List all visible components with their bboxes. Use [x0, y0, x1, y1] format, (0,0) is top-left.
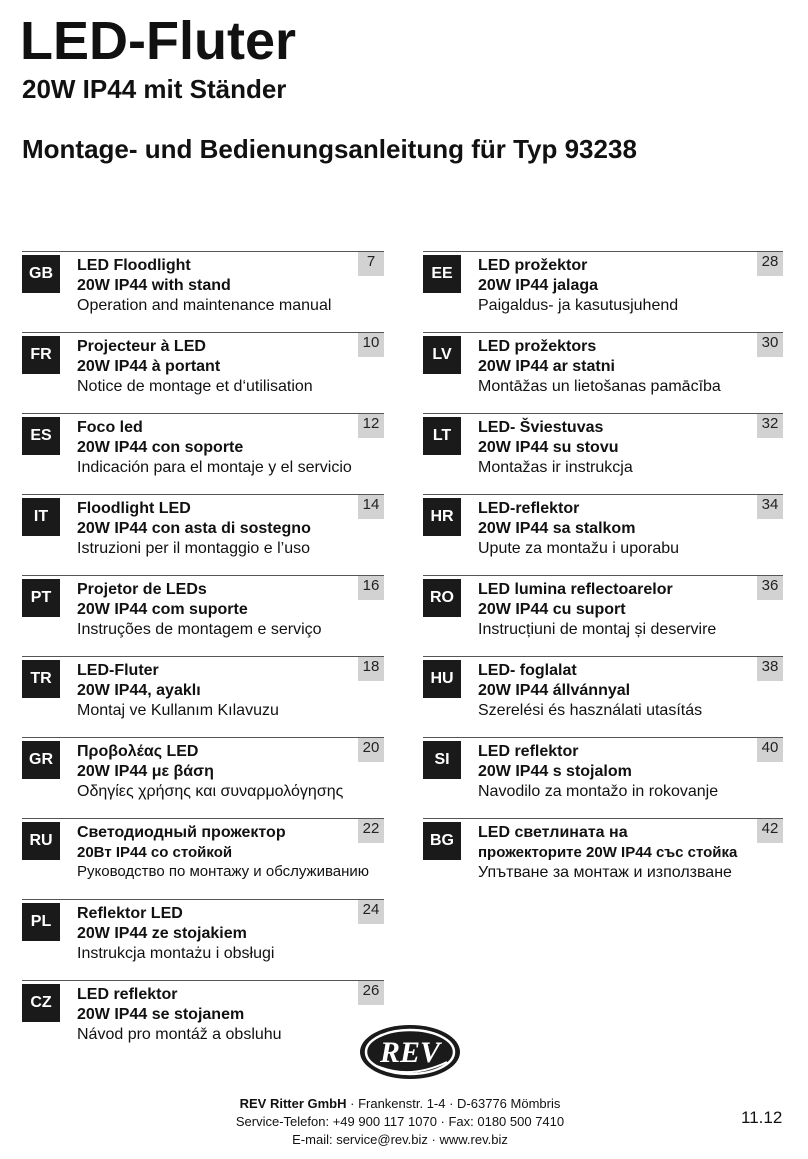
entry-subtitle: 20W IP44 jalaga — [478, 277, 599, 294]
entry-title: LED reflektor — [77, 986, 178, 1003]
language-code-badge: IT — [22, 498, 60, 536]
language-entry-es — [22, 413, 384, 478]
language-list-right — [423, 251, 783, 899]
entry-subtitle: 20W IP44 à portant — [77, 358, 221, 375]
entry-subtitle: 20W IP44 se stojanem — [77, 1006, 245, 1023]
entry-title: Светодиодный прожектор — [77, 824, 286, 841]
entry-title: LED- foglalat — [478, 662, 577, 679]
entry-title: LED светлината на — [478, 824, 628, 841]
page-number: 30 — [757, 333, 783, 357]
entry-description: Упътване за монтаж и използване — [478, 864, 732, 881]
page-number: 7 — [358, 252, 384, 276]
footer-contact — [200, 1095, 600, 1149]
page-number: 42 — [757, 819, 783, 843]
page-number: 38 — [757, 657, 783, 681]
language-code-badge: BG — [423, 822, 461, 860]
page-number: 28 — [757, 252, 783, 276]
entry-description: Montažas ir instrukcja — [478, 459, 633, 476]
entry-description: Navodilo za montažo in rokovanje — [478, 783, 719, 800]
language-entry-it — [22, 494, 384, 559]
language-entry-si — [423, 737, 783, 802]
entry-subtitle: прожекторите 20W IP44 със стойка — [478, 844, 738, 861]
language-code-badge: TR — [22, 660, 60, 698]
language-code-badge: GB — [22, 255, 60, 293]
language-entry-lt — [423, 413, 783, 478]
entry-subtitle: 20W IP44 with stand — [77, 277, 231, 294]
language-entry-bg — [423, 818, 783, 883]
footer-address-line — [200, 1095, 600, 1113]
entry-description: Szerelési és használati utasítás — [478, 702, 703, 719]
product-subtitle: 20W IP44 mit Ständer — [22, 74, 287, 104]
language-entry-fr — [22, 332, 384, 397]
entry-title: LED prožektor — [478, 257, 588, 274]
page-number: 26 — [358, 981, 384, 1005]
entry-title: Floodlight LED — [77, 500, 191, 517]
entry-subtitle: 20W IP44 ar statni — [478, 358, 615, 375]
entry-description: Instrukcja montażu i obsługi — [77, 945, 275, 962]
language-code-badge: PL — [22, 903, 60, 941]
entry-subtitle: 20W IP44 cu suport — [478, 601, 626, 618]
entry-title: LED-Fluter — [77, 662, 159, 679]
entry-title: LED-reflektor — [478, 500, 580, 517]
language-entry-cz — [22, 980, 384, 1045]
entry-subtitle: 20Вт IP44 со стойкой — [77, 844, 233, 861]
entry-description: Indicación para el montaje y el servicio — [77, 459, 352, 476]
entry-subtitle: 20W IP44 su stovu — [478, 439, 619, 456]
language-code-badge: RU — [22, 822, 60, 860]
entry-description: Paigaldus- ja kasutusjuhend — [478, 297, 679, 314]
page-number: 18 — [358, 657, 384, 681]
entry-description: Notice de montage et d‘utilisation — [77, 378, 313, 395]
svg-text:REV: REV — [379, 1036, 441, 1069]
entry-description: Instruções de montagem e serviço — [77, 621, 322, 638]
language-code-badge: ES — [22, 417, 60, 455]
language-list-left — [22, 251, 384, 1061]
entry-description: Руководство по монтажу и обслуживанию — [77, 863, 370, 880]
page-number: 24 — [358, 900, 384, 924]
page-number: 10 — [358, 333, 384, 357]
entry-description: Montaj ve Kullanım Kılavuzu — [77, 702, 279, 719]
company-address: · Frankenstr. 1-4 · D-63776 Mömbris — [346, 1096, 561, 1111]
entry-subtitle: 20W IP44 με βάση — [77, 763, 214, 780]
version-number: 11.12 — [741, 1108, 783, 1127]
language-entry-pt — [22, 575, 384, 640]
language-code-badge: HR — [423, 498, 461, 536]
entry-description: Montāžas un lietošanas pamācība — [478, 378, 721, 395]
language-entry-hr — [423, 494, 783, 559]
page-number: 16 — [358, 576, 384, 600]
page-number: 34 — [757, 495, 783, 519]
language-code-badge: CZ — [22, 984, 60, 1022]
entry-subtitle: 20W IP44 sa stalkom — [478, 520, 636, 537]
language-entry-gb — [22, 251, 384, 316]
language-code-badge: LT — [423, 417, 461, 455]
language-code-badge: LV — [423, 336, 461, 374]
footer-web-line: E-mail: service@rev.biz · www.rev.biz — [292, 1132, 508, 1147]
entry-title: Foco led — [77, 419, 143, 436]
page-number: 22 — [358, 819, 384, 843]
language-entry-ru — [22, 818, 384, 883]
language-code-badge: HU — [423, 660, 461, 698]
company-name: REV Ritter GmbH — [239, 1096, 347, 1111]
entry-subtitle: 20W IP44 ze stojakiem — [77, 925, 247, 942]
language-code-badge: RO — [423, 579, 461, 617]
language-code-badge: PT — [22, 579, 60, 617]
entry-description: Instrucțiuni de montaj și deservire — [478, 621, 717, 638]
entry-title: Προβολέας LED — [77, 743, 199, 760]
entry-title: LED Floodlight — [77, 257, 191, 274]
entry-description: Operation and maintenance manual — [77, 297, 332, 314]
language-entry-ee — [423, 251, 783, 316]
entry-description: Návod pro montáž a obsluhu — [77, 1026, 282, 1043]
language-entry-hu — [423, 656, 783, 721]
language-code-badge: SI — [423, 741, 461, 779]
entry-subtitle: 20W IP44 con soporte — [77, 439, 244, 456]
language-entry-gr — [22, 737, 384, 802]
entry-subtitle: 20W IP44 állvánnyal — [478, 682, 631, 699]
entry-subtitle: 20W IP44 con asta di sostegno — [77, 520, 311, 537]
entry-description: Istruzioni per il montaggio e l’uso — [77, 540, 311, 557]
product-title: LED-Fluter — [20, 11, 296, 71]
language-entry-ro — [423, 575, 783, 640]
document-title: Montage- und Bedienungsanleitung für Typ 93238 — [22, 134, 637, 164]
entry-title: Projecteur à LED — [77, 338, 206, 355]
entry-subtitle: 20W IP44 com suporte — [77, 601, 248, 618]
page-number: 40 — [757, 738, 783, 762]
entry-title: LED lumina reflectoarelor — [478, 581, 673, 598]
entry-title: Reflektor LED — [77, 905, 183, 922]
entry-subtitle: 20W IP44 s stojalom — [478, 763, 632, 780]
entry-title: LED- Šviestuvas — [478, 419, 604, 436]
footer-phone-line: Service-Telefon: +49 900 117 1070 · Fax: 0180 500 7410 — [235, 1114, 565, 1129]
page-number: 12 — [358, 414, 384, 438]
entry-title: Projetor de LEDs — [77, 581, 207, 598]
language-code-badge: EE — [423, 255, 461, 293]
entry-title: LED prožektors — [478, 338, 597, 355]
language-code-badge: GR — [22, 741, 60, 779]
language-entry-tr — [22, 656, 384, 721]
page-number: 20 — [358, 738, 384, 762]
language-code-badge: FR — [22, 336, 60, 374]
language-entry-pl — [22, 899, 384, 964]
page-number: 32 — [757, 414, 783, 438]
rev-logo — [357, 1022, 463, 1082]
language-entry-lv — [423, 332, 783, 397]
entry-description: Upute za montažu i uporabu — [478, 540, 680, 557]
rev-logo-mark — [357, 1022, 463, 1082]
page-number: 14 — [358, 495, 384, 519]
page-number: 36 — [757, 576, 783, 600]
entry-description: Οδηγίες χρήσης και συναρμολόγησης — [77, 783, 344, 800]
entry-title: LED reflektor — [478, 743, 579, 760]
entry-subtitle: 20W IP44, ayaklı — [77, 682, 201, 699]
